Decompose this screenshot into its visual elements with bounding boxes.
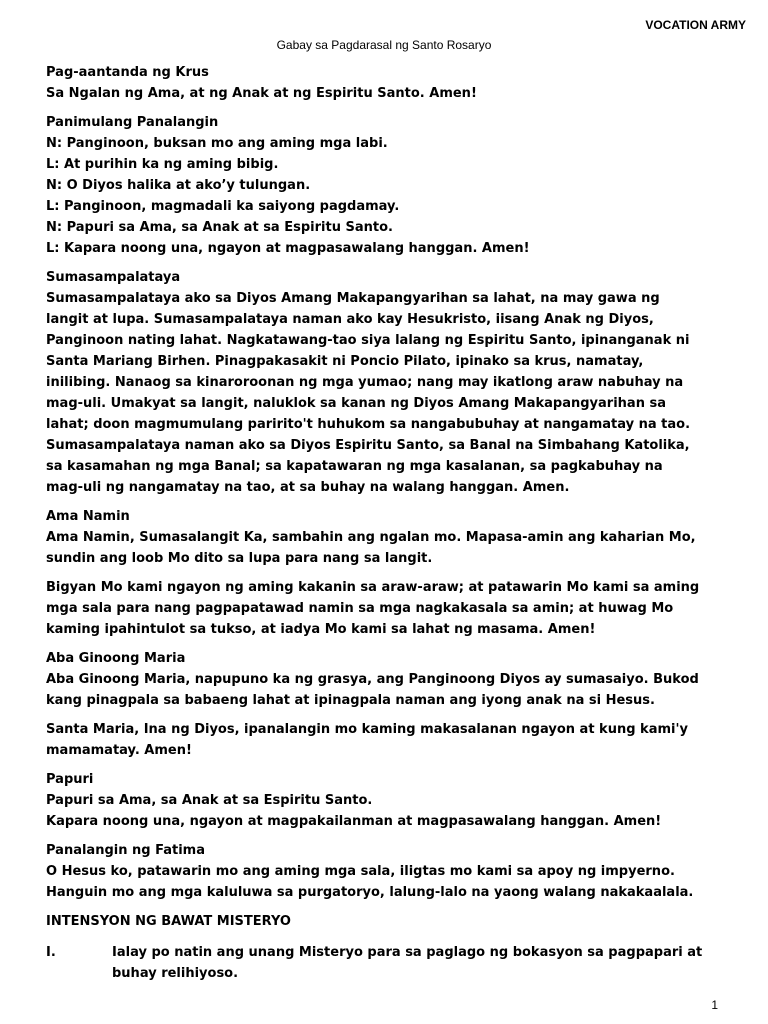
text-line: Ama Namin, Sumasalangit Ka, sambahin ang ngalan mo. Mapasa-amin ang kaharian Mo,	[46, 530, 696, 545]
text-line: O Hesus ko, patawarin mo ang aming mga sala, iligtas mo kami sa apoy ng impyerno.	[46, 864, 675, 879]
text-line: N: O Diyos halika at ako’y tulungan.	[46, 178, 311, 193]
text-line: mag-uli ng nangamatay na tao, at sa buhay na walang hanggan. Amen.	[46, 480, 570, 495]
text-line: Sumasampalataya naman ako sa Diyos Espiritu Santo, sa Banal na Simbahang Katolika,	[46, 438, 690, 453]
paragraph	[46, 669, 726, 711]
section-opening-prayer	[46, 112, 726, 259]
section-fatima-prayer	[46, 840, 726, 903]
intention-text	[112, 942, 702, 984]
text-line: Santa Mariang Birhen. Pinagpakasakit ni Poncio Pilato, ipinako sa krus, namatay,	[46, 354, 644, 369]
text-line: L: Kapara noong una, ngayon at magpasawalang hanggan. Amen!	[46, 241, 530, 256]
text-line: sundin ang loob Mo dito sa lupa para nang sa langit.	[46, 551, 433, 566]
text-line: Sa Ngalan ng Ama, at ng Anak at ng Espiritu Santo. Amen!	[46, 86, 477, 101]
text-line: Panginoon nating lahat. Nagkatawang-tao siya lalang ng Espiritu Santo, ipinanganak ni	[46, 333, 690, 348]
paragraph	[46, 527, 726, 569]
prayer-guide-body	[46, 62, 726, 984]
text-line: N: Panginoon, buksan mo ang aming mga labi.	[46, 136, 388, 151]
intention-item	[46, 942, 726, 984]
text-line: N: Papuri sa Ama, sa Anak at sa Espiritu Santo.	[46, 220, 393, 235]
paragraph	[46, 577, 726, 640]
section-hail-mary	[46, 648, 726, 761]
text-line: sa kasamahan ng mga Banal; sa kapatawaran ng mga kasalanan, sa pagkabuhay na	[46, 459, 663, 474]
section-glory-be	[46, 769, 726, 832]
text-line: Sumasampalataya ako sa Diyos Amang Makapangyarihan sa lahat, na may gawa ng	[46, 291, 660, 306]
section-sign-of-cross	[46, 62, 726, 104]
section-our-father	[46, 506, 726, 640]
text-line: Papuri sa Ama, sa Anak at sa Espiritu Santo.	[46, 793, 373, 808]
text-line: mga sala para nang pagpapatawad namin sa mga nagkakasala sa amin; at huwag Mo	[46, 601, 674, 616]
text-line: mamamatay. Amen!	[46, 743, 192, 758]
text-line: Hanguin mo ang mga kaluluwa sa purgatoryo, lalung-lalo na yaong walang nakakaalala.	[46, 885, 694, 900]
text-line: mag-uli. Umakyat sa langit, naluklok sa kanan ng Diyos Amang Makapangyarihan sa	[46, 396, 666, 411]
text-line: Aba Ginoong Maria, napupuno ka ng grasya, ang Panginoong Diyos ay sumasaiyo. Bukod	[46, 672, 699, 687]
section-heading: Panimulang Panalangin	[46, 115, 219, 130]
text-line: L: Panginoon, magmadali ka saiyong pagdamay.	[46, 199, 400, 214]
section-heading: Ama Namin	[46, 509, 130, 524]
document-title: Gabay sa Pagdarasal ng Santo Rosaryo	[276, 38, 492, 52]
section-heading: Panalangin ng Fatima	[46, 843, 205, 858]
text-line: Kapara noong una, ngayon at magpakailanman at magpasawalang hanggan. Amen!	[46, 814, 662, 829]
section-creed	[46, 267, 726, 498]
text-line: kang pinagpala sa babaeng lahat at ipinagpala naman ang iyong anak na si Hesus.	[46, 693, 655, 708]
text-line: Santa Maria, Ina ng Diyos, ipanalangin mo kaming makasalanan ngayon at kung kami'y	[46, 722, 688, 737]
text-line: langit at lupa. Sumasampalataya naman ako kay Hesukristo, iisang Anak ng Diyos,	[46, 312, 654, 327]
text-line: kaming ipahintulot sa tukso, at iadya Mo kami sa lahat ng masama. Amen!	[46, 622, 596, 637]
text-line: lahat; doon magmumulang paririto't huhukom sa nangabubuhay at nangamatay na tao.	[46, 417, 691, 432]
text-line: buhay relihiyoso.	[112, 966, 239, 981]
text-line: Bigyan Mo kami ngayon ng aming kakanin sa araw-araw; at patawarin Mo kami sa aming	[46, 580, 700, 595]
intention-number: I.	[46, 945, 56, 960]
paragraph	[46, 719, 726, 761]
organization-name: VOCATION ARMY	[645, 18, 746, 32]
section-heading: Aba Ginoong Maria	[46, 651, 186, 666]
intentions-heading: INTENSYON NG BAWAT MISTERYO	[46, 914, 291, 929]
section-heading: Sumasampalataya	[46, 270, 181, 285]
text-line: inilibing. Nanaog sa kinaroroonan ng mga yumao; nang may ikatlong araw nabuhay na	[46, 375, 684, 390]
section-heading: Pag-aantanda ng Krus	[46, 65, 209, 80]
page-number: 1	[711, 998, 718, 1012]
text-line: Ialay po natin ang unang Misteryo para sa paglago ng bokasyon sa pagpapari at	[112, 945, 703, 960]
section-heading: Papuri	[46, 772, 94, 787]
text-line: L: At purihin ka ng aming bibig.	[46, 157, 279, 172]
